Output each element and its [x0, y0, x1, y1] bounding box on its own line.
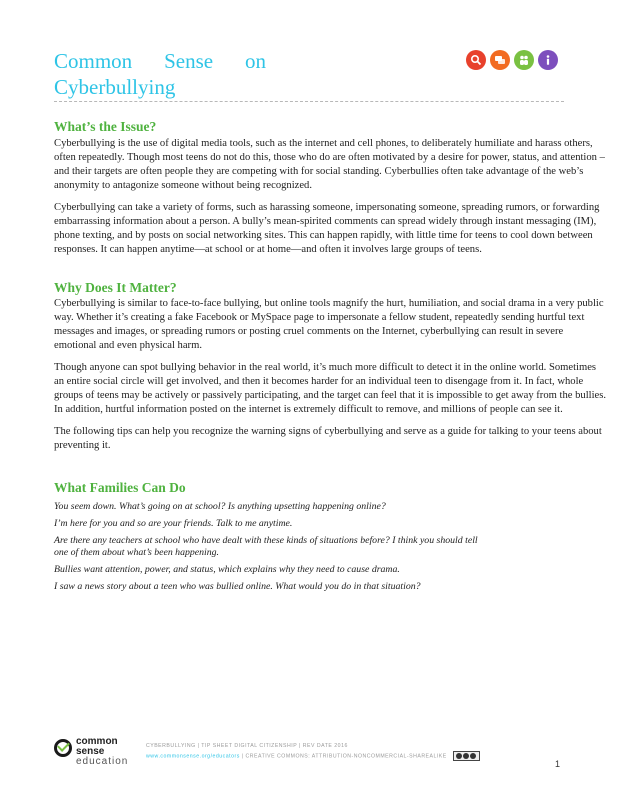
title-divider [54, 101, 564, 102]
section-why-it-matters [54, 279, 606, 453]
logo-word: sense [76, 746, 105, 757]
section-heading: Why Does It Matter? [54, 280, 177, 295]
title-word: Common [54, 49, 133, 73]
footer-license: CREATIVE COMMONS: ATTRIBUTION-NONCOMMERCIAL-SHAREALIKE [245, 753, 447, 760]
paragraph: Cyberbullying can take a variety of forms, such as harassing someone, impersonating someone, spreading rumors, or forwarding embarrassing information about a person. A bully’s mean-spirited comments can spread widely through instant messaging (IM), phone texting, and by posts on social networking sites. This can happen rapidly, with little time for teens to cool down between responses. It can happen anytime—at school or at home—and often it involves large groups of teens. [54, 202, 600, 255]
paragraph: Cyberbullying is similar to face-to-face bullying, but online tools magnify the hurt, humiliation, and social drama in a very public way. Whether it’s creating a fake Facebook or MySpace page to impersonate a fellow student, repeatedly sending hurtful text messages and images, or spreading rumors or posting cruel comments on the Internet, cyberbullying can result in severe emotional and even physical harm. [54, 298, 604, 351]
paragraph: Cyberbullying is the use of digital media tools, such as the internet and cell phones, to deliberately humiliate and harass others, often repeatedly. Though most teens do not do this, those who do are often motivated by a desire for power, status, and attention – and their targets are often people they are competing with for social standing. Cyberbullies often take advantage of the web’s anonymity to antagonize someone without being recognized. [54, 138, 605, 191]
logo-word: education [76, 756, 129, 767]
page-title [54, 48, 266, 100]
search-icon [466, 50, 486, 70]
list-item: Are there any teachers at school who have dealt with these kinds of situations before? I think you should tell one of them about what’s been happening. [54, 535, 478, 558]
paragraph: The following tips can help you recognize the warning signs of cyberbullying and serve as a guide for talking to your teens about preventing it. [54, 426, 602, 451]
list-item: I’m here for you and so are your friends. Talk to me anytime. [54, 518, 293, 529]
main-content [54, 118, 606, 598]
list-item: I saw a news story about a teen who was bullied online. What would you do in that situation? [54, 581, 421, 592]
people-icon [514, 50, 534, 70]
footer-link[interactable]: www.commonsense.org/educators [146, 753, 240, 760]
section-heading: What Families Can Do [54, 480, 186, 495]
chat-icon [490, 50, 510, 70]
footer-meta: CYBERBULLYING | TIP SHEET DIGITAL CITIZENSHIP | REV DATE 2016 www.commonsense.org/educators | CREATIVE COMMONS: ATTRIBUTION-NONCOMMERCIAL-SHAREALIKE [146, 741, 480, 761]
title-line-2: Cyberbullying [54, 75, 176, 99]
footer-doc-info: CYBERBULLYING | TIP SHEET DIGITAL CITIZENSHIP | REV DATE 2016 [146, 743, 348, 749]
header-icons [466, 50, 558, 70]
logo-word: common [76, 736, 118, 747]
title-word: Sense [164, 49, 214, 73]
paragraph: Though anyone can spot bullying behavior in the real world, it’s much more difficult to detect it in the online world. Sometimes an entire social circle will get involved, and then it becomes harder for an individual teen to disengage from it. In fact, whole groups of teens may be actively or passively participating, and the target can feel that it is impossible to get away from the bullies. In addition, hurtful information posted on the internet is extremely difficult to remove, and millions of people can see it. [54, 362, 606, 415]
title-word: on [245, 49, 266, 73]
section-issue [54, 118, 606, 257]
section-heading: What’s the Issue? [54, 119, 157, 134]
info-icon [538, 50, 558, 70]
creative-commons-icon [453, 751, 480, 761]
list-item: You seem down. What’s going on at school? Is anything upsetting happening online? [54, 501, 386, 512]
common-sense-logo [54, 737, 134, 769]
section-what-families-can-do [54, 479, 606, 593]
logo-wordmark [76, 737, 128, 767]
list-item: Bullies want attention, power, and status, which explains why they need to cause drama. [54, 564, 400, 575]
page-number: 1 [555, 759, 561, 769]
